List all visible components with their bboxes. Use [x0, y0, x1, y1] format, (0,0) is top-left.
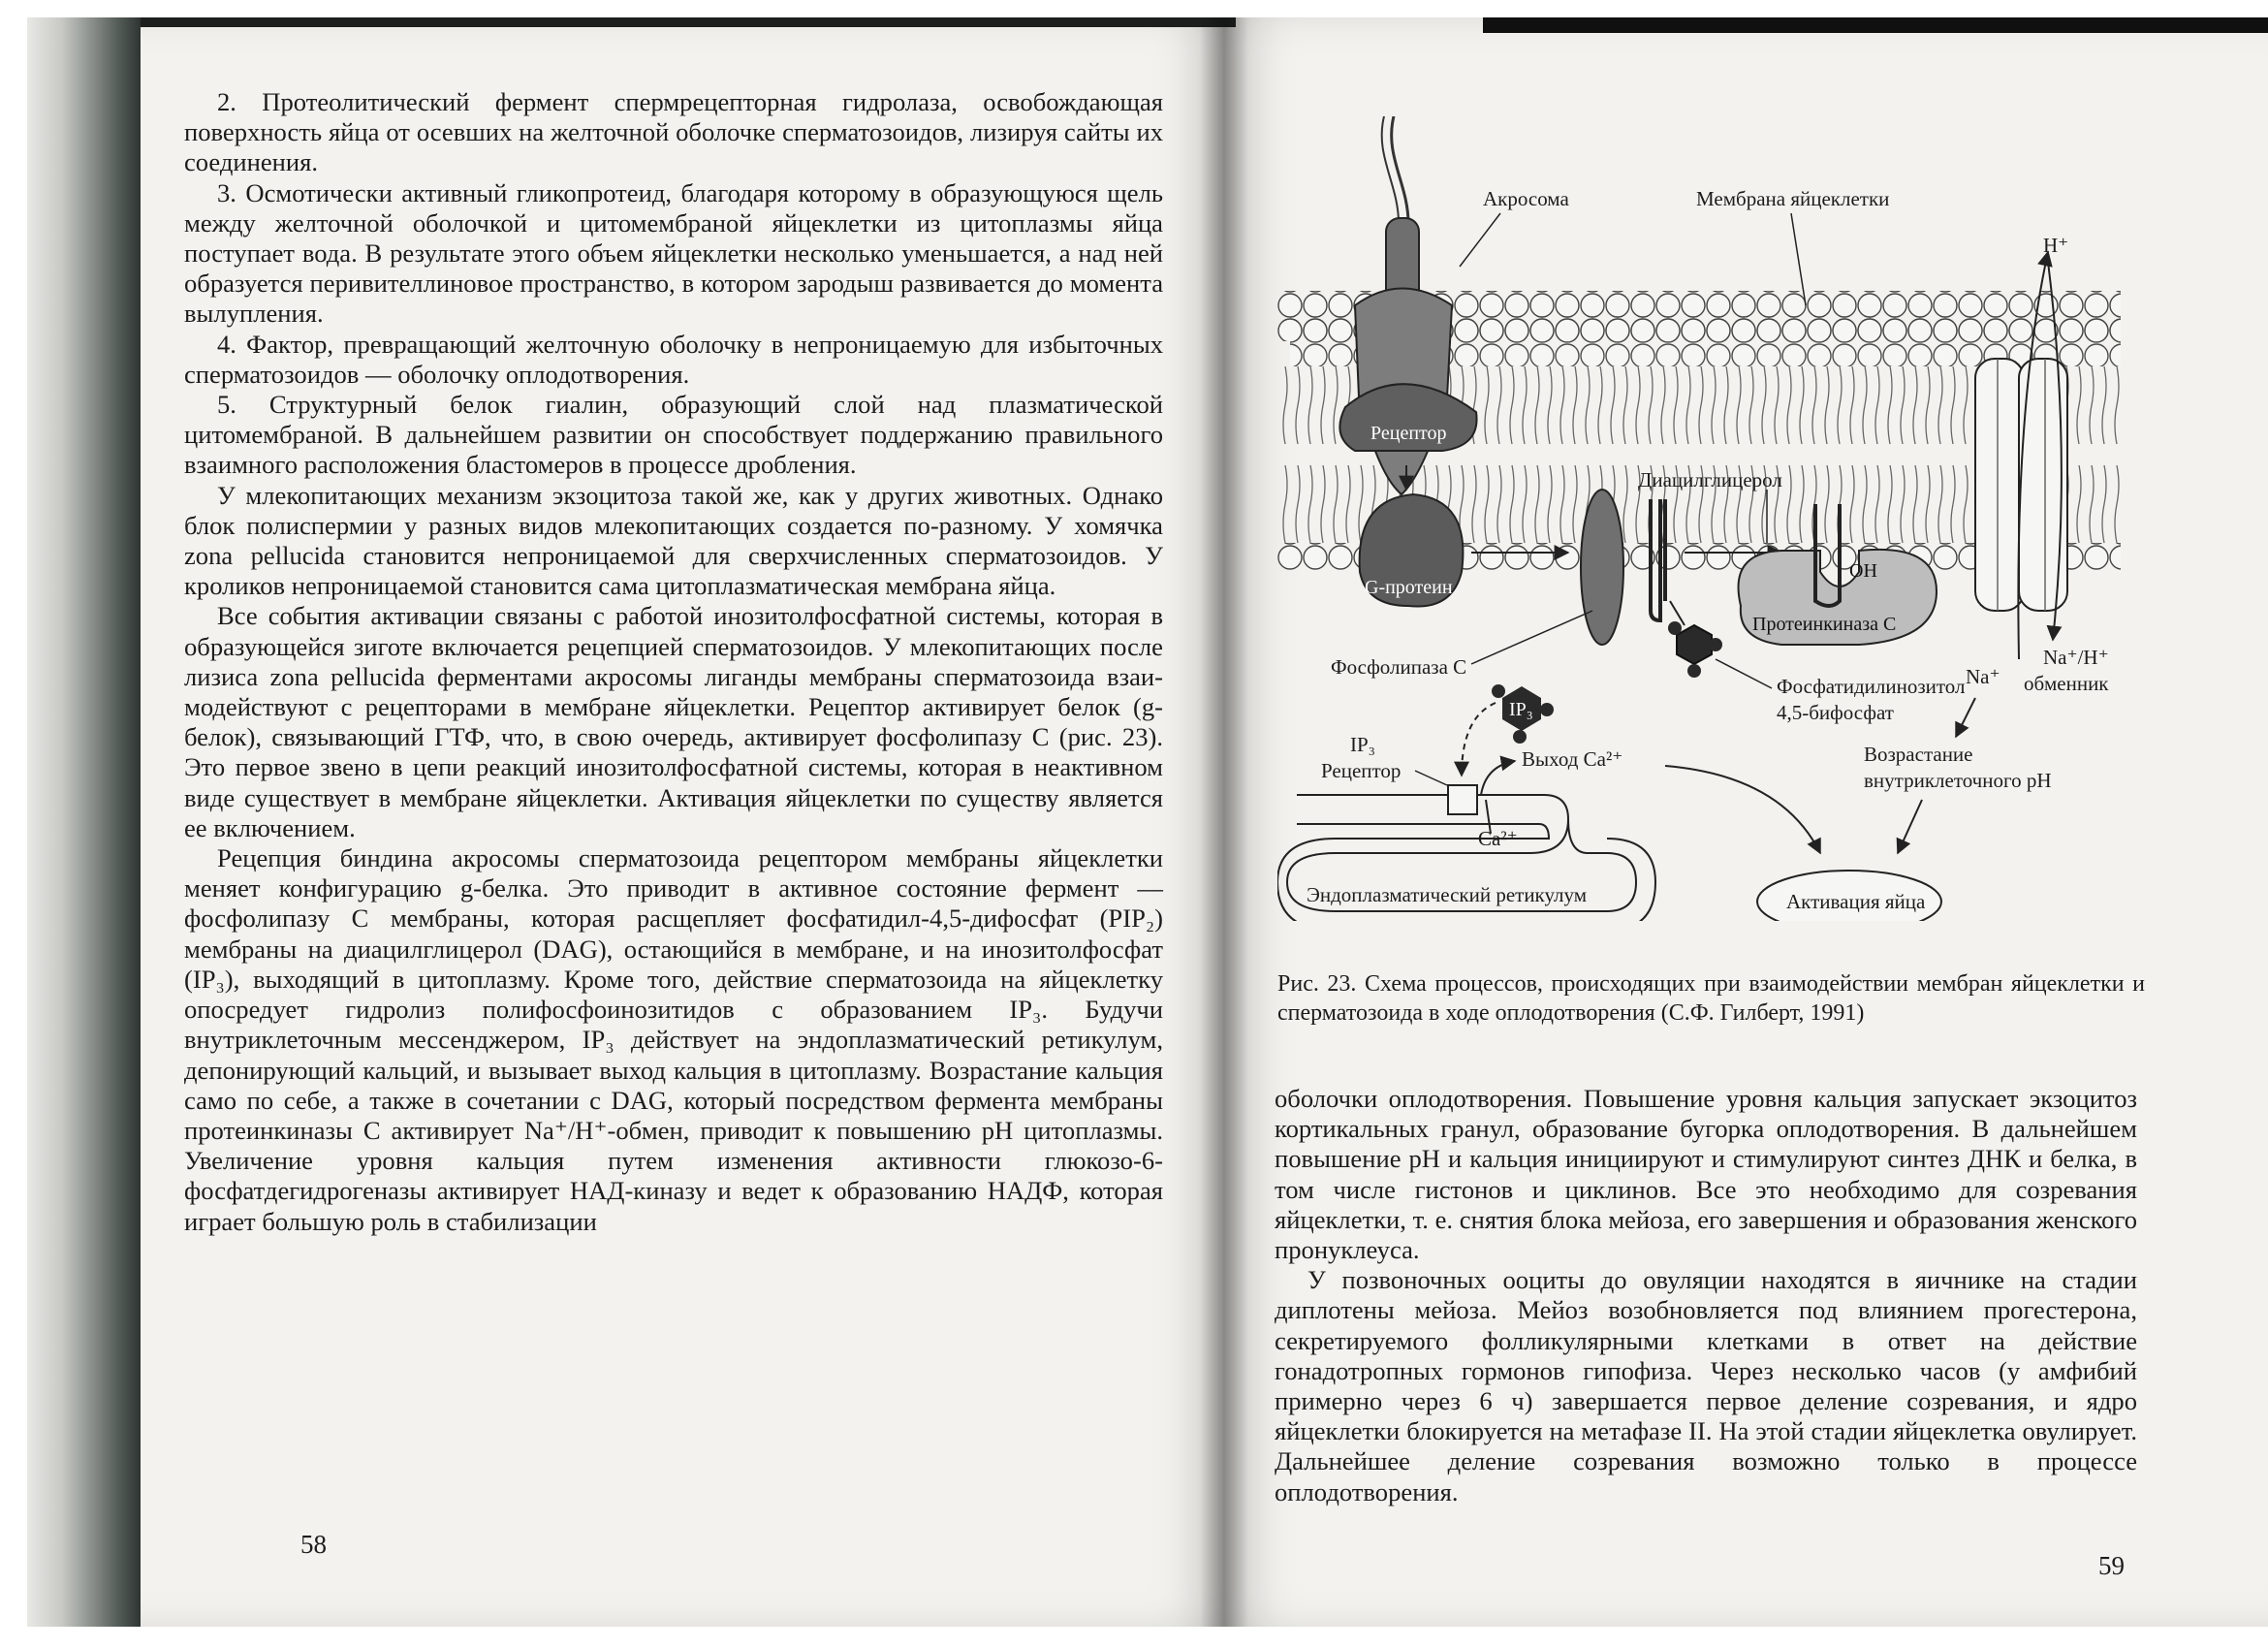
- exchanger-label-1: Na⁺/H⁺: [2043, 646, 2109, 669]
- na-plus-label: Na⁺: [1966, 665, 2000, 688]
- book-gutter: [1200, 17, 1248, 1627]
- figure-caption: [1277, 969, 2145, 1028]
- phospholipase-label: Фосфолипаза С: [1331, 655, 1467, 679]
- paragraph: У млекопитающих механизм экзоцитоза такой же, как у других животных. Однако блок полиспермии у разных видов млекопитающих создается по-разному. У хомячка zona pellucida становится непроницаемой для сверхчисленных сперматозоидов. У кроликов непроницаемой становится сама цитоплазматическая мембрана яйца.: [184, 480, 1163, 601]
- paragraph: оболочки оплодотворения. Повышение уровня кальция запускает экзоцитоз кортикальных гранул, образование бугорка оплодотворения. В дальнейшем повышение pH и кальция инициируют и стимулируют синтез ДНК и белка, в том числе гистонов и циклинов. Все это необходимо для созревания яйцеклетки, т. е. снятия блока мейоза, его завершения и образования женского пронуклеуса.: [1275, 1084, 2137, 1265]
- egg-activation-label: Активация яйца: [1786, 890, 1926, 913]
- pip2-label-2: 4,5-бифосфат: [1777, 701, 1894, 724]
- diacylglycerol-label: Диацилглицерол: [1638, 468, 1782, 491]
- paragraph: 2. Протеолитический фермент спермрецепторная гидролаза, освобождающая поверхность яйца от осевших на желточной оболочке сперматозоидов, лизируя сайты их соединения.: [184, 87, 1163, 177]
- book-edge: [27, 17, 141, 1627]
- paragraph: У позвоночных ооциты до овуляции находятся в яичнике на стадии диплотены мейоза. Мейоз возобновляется под влиянием прогестерона, секретируемого фолликулярными клетками в ответ на действие гонадотропных гормонов гипофиза. Через несколько часов (у амфибий примерно через 6 ч) завершается первое деление созревания, и ядро яйцеклетки блокируется на метафазе II. На этой стадии яйцеклетка овулирует. Дальнейшее деление созревания возможно только в процессе оплодотворения.: [1275, 1265, 2137, 1506]
- paragraph: Все события активации связаны с работой инозитолфосфатной системы, которая в образующейся зиготе включается рецепцией сперматозоидов. У млекопитающих после лизиса zona pellucida ферментами акросомы лиганды мембраны сперматозоида взаимодействуют с рецепторами в мембране яйцеклетки. Рецептор активирует белок (g-белок), связывающий ГТФ, что, в свою очередь, активирует фосфолипазу С (рис. 23). Это первое звено в цепи реакций инозитолфосфатной системы, которая в неактивном виде существует в мембране яйцеклетки. Активация яйцеклетки по существу является ее включением.: [184, 601, 1163, 842]
- paragraph: Рецепция биндина акросомы сперматозоида рецептором мембраны яйцеклетки меняет конфигурацию g-белка. Это приводит в активное состояние фермент — фосфолипазу С мембраны, которая расщепляет фосфатидил-4,5-дифосфат (PIP₂) мембраны на диацилглицерол (DAG), остающийся в мембране, и на инозитолфосфат (IP₃), выходящий в цитоплазму. Кроме того, действие сперматозоида на яйцеклетку опосредует гидролиз полифосфоинозитидов с образованием IP₃. Будучи внутриклеточным мессенджером, IP₃ действует на эндоплазматический ретикулум, депонирующий кальций, и вызывает выход кальция в цитоплазму. Возрастание кальция само по себе, а также в сочетании с DAG, который посредством фермента мембраны протеинкиназы С активирует Na⁺/H⁺-обмен, приводит к повышению pH цитоплазмы. Увеличение уровня кальция путем изменения активности глюкозо-6-фосфатдегидрогеназы активирует НАД-киназу и ведет к образованию НАДФ, которая играет большую роль в стабилизации: [184, 843, 1163, 1236]
- oh-label: OH: [1849, 560, 1877, 582]
- acrosome-label: Акросома: [1483, 187, 1569, 210]
- paragraph: 3. Осмотически активный гликопротеид, благодаря которому в образующуюся щель между желточной оболочкой и цитомембраной яйцеклетки из цитоплазмы яйца поступает вода. В результате этого объем яйцеклетки несколько уменьшается, а над ней образуется перивителлиновое пространство, в котором зародыш развивается до момента вылупления.: [184, 177, 1163, 329]
- caption-text: Рис. 23. Схема процессов, происходящих при взаимодействии мембран яйцеклетки и сперматозоида в ходе оплодотворения (С.Ф. Гилберт, 1991): [1277, 971, 2145, 1026]
- ip3-badge-label: IP₃: [1509, 699, 1533, 720]
- er-label: Эндоплазматический ретикулум: [1307, 883, 1588, 906]
- page-number-left: 58: [300, 1530, 327, 1559]
- pip2-label-1: Фосфатидилинозитол: [1777, 675, 1966, 698]
- sperm-tail: [1392, 116, 1408, 223]
- ca-store-label: Ca²⁺: [1478, 827, 1518, 850]
- egg-membrane-label: Мембрана яйцеклетки: [1696, 187, 1890, 210]
- protein-kinase-label: Протеинкиназа С: [1752, 614, 1897, 635]
- paragraph: 5. Структурный белок гиалин, образующий слой над плазматической цитомембраной. В дальнейшем развитии он способствует поддержанию правильного взаимного расположения бластомеров в процессе дробления.: [184, 390, 1163, 480]
- ip3-receptor-box: [1448, 785, 1477, 814]
- right-page-text: [1275, 1084, 2137, 1507]
- pip2-molecule: [1668, 621, 1722, 678]
- ip3-receptor-label-2: Рецептор: [1321, 759, 1402, 782]
- receptor-label: Рецептор: [1370, 423, 1447, 444]
- exchanger-label-2: обменник: [2024, 672, 2109, 695]
- left-page-text: [184, 87, 1163, 1237]
- ca-release-label: Выход Ca²⁺: [1522, 747, 1623, 771]
- membrane-diagram: [1277, 116, 2150, 921]
- ph-rise-label-1: Возрастание: [1864, 743, 1973, 766]
- phospholipase-shape: [1581, 490, 1623, 645]
- figure-23: [1277, 116, 2150, 921]
- top-edge-shadow: [141, 17, 1236, 27]
- paragraph: 4. Фактор, превращающий желточную оболочку в непроницаемую для избыточных сперматозоидов — оболочку оплодотворения.: [184, 329, 1163, 389]
- ph-rise-label-2: внутриклеточного pH: [1864, 769, 2052, 792]
- top-edge-shadow-right: [1483, 17, 2268, 33]
- page-number-right: 59: [2098, 1551, 2125, 1580]
- ip3-molecule: [1492, 684, 1554, 744]
- g-protein-label: G-протеин: [1365, 577, 1453, 598]
- ip3-receptor-label-1: IP₃: [1350, 733, 1375, 756]
- h-plus-label: H⁺: [2043, 234, 2069, 257]
